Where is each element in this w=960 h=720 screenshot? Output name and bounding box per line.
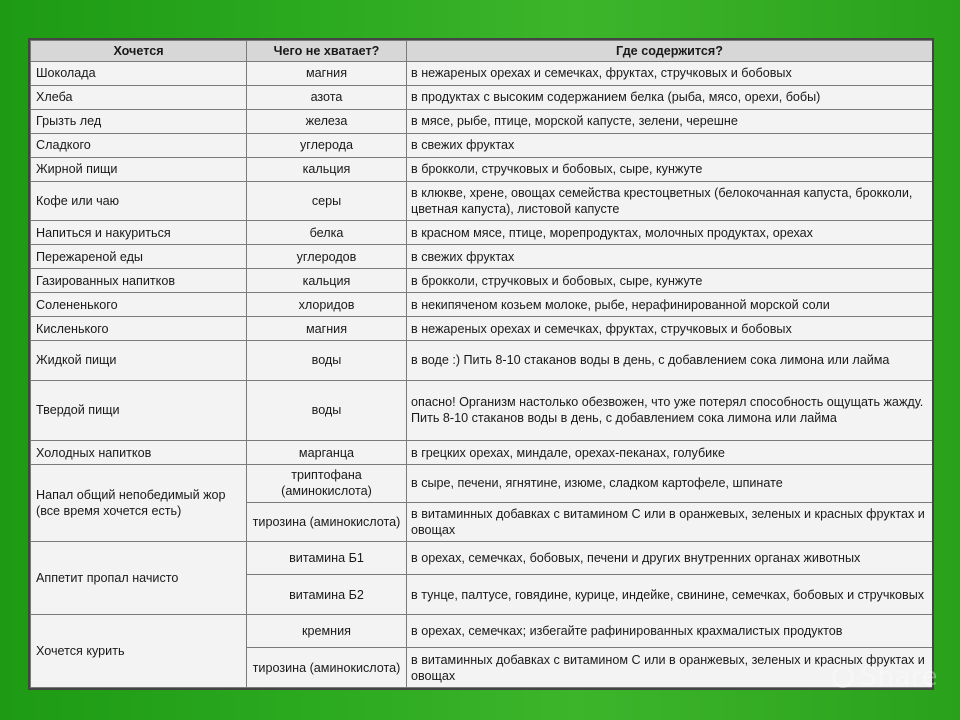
cell-lack: белка (247, 221, 407, 245)
cell-lack: кремния (247, 615, 407, 648)
nutrition-table (30, 40, 933, 688)
cell-lack: тирозина (аминокислота) (247, 648, 407, 688)
cell-want: Хлеба (31, 85, 247, 109)
cell-where: в свежих фруктах (407, 245, 933, 269)
cell-want: Кофе или чаю (31, 181, 247, 221)
cell-want: Сладкого (31, 133, 247, 157)
cell-want: Хочется курить (31, 615, 247, 688)
cell-lack: воды (247, 380, 407, 440)
cell-where: в орехах, семечках; избегайте рафинированных крахмалистых продуктов (407, 615, 933, 648)
cell-want: Напиться и накуриться (31, 221, 247, 245)
cell-where: в грецких орехах, миндале, орехах-пеканах, голубике (407, 441, 933, 465)
cell-lack: углеродов (247, 245, 407, 269)
table-row (31, 317, 933, 341)
cell-lack: тирозина (аминокислота) (247, 502, 407, 542)
cell-where: в нежареных орехах и семечках, фруктах, стручковых и бобовых (407, 62, 933, 86)
cell-lack: кальция (247, 157, 407, 181)
cell-lack: магния (247, 62, 407, 86)
cell-lack: хлоридов (247, 293, 407, 317)
cell-where: в красном мясе, птице, морепродуктах, молочных продуктах, орехах (407, 221, 933, 245)
cell-where: в продуктах с высоким содержанием белка (рыба, мясо, орехи, бобы) (407, 85, 933, 109)
cell-where: в витаминных добавках с витамином С или в оранжевых, зеленых и красных фруктах и овощах (407, 502, 933, 542)
cell-lack: кальция (247, 269, 407, 293)
cell-want: Холодных напитков (31, 441, 247, 465)
cell-lack: триптофана (аминокислота) (247, 465, 407, 502)
cell-where: в сыре, печени, ягнятине, изюме, сладком картофеле, шпинате (407, 465, 933, 502)
cell-lack: серы (247, 181, 407, 221)
watermark-text: Share (860, 662, 938, 692)
cell-want: Пережареной еды (31, 245, 247, 269)
cell-where: в брокколи, стручковых и бобовых, сыре, кунжуте (407, 157, 933, 181)
cell-want: Напал общий непобедимый жор (все время хочется есть) (31, 465, 247, 542)
cell-want: Грызть лед (31, 109, 247, 133)
cell-want: Газированных напитков (31, 269, 247, 293)
table-row (31, 245, 933, 269)
cell-where: в орехах, семечках, бобовых, печени и других внутренних органах животных (407, 542, 933, 575)
header-lack: Чего не хватает? (247, 41, 407, 62)
cell-where: в клюкве, хрене, овощах семейства крестоцветных (белокочанная капуста, брокколи, цветная капуста), листовой капусте (407, 181, 933, 221)
cell-want: Шоколада (31, 62, 247, 86)
cell-where: в свежих фруктах (407, 133, 933, 157)
table-row (31, 157, 933, 181)
table-row (31, 85, 933, 109)
table-row (31, 293, 933, 317)
header-where: Где содержится? (407, 41, 933, 62)
cell-where: в брокколи, стручковых и бобовых, сыре, кунжуте (407, 269, 933, 293)
cell-where: в мясе, рыбе, птице, морской капусте, зелени, черешне (407, 109, 933, 133)
table-row (31, 341, 933, 381)
watermark (832, 662, 938, 692)
cell-lack: витамина Б1 (247, 542, 407, 575)
cell-lack: марганца (247, 441, 407, 465)
table-row (31, 542, 933, 575)
table-row (31, 62, 933, 86)
cell-lack: железа (247, 109, 407, 133)
cell-lack: углерода (247, 133, 407, 157)
cell-want: Жирной пищи (31, 157, 247, 181)
cell-where: опасно! Организм настолько обезвожен, что уже потерял способность ощущать жажду. Пить 8-10 стаканов воды в день, с добавлением сока лимона или лайма (407, 380, 933, 440)
cell-lack: азота (247, 85, 407, 109)
cell-want: Солененького (31, 293, 247, 317)
cell-lack: воды (247, 341, 407, 381)
table-row (31, 133, 933, 157)
cell-where: в нежареных орехах и семечках, фруктах, стручковых и бобовых (407, 317, 933, 341)
table-panel (28, 38, 934, 690)
cell-want: Твердой пищи (31, 380, 247, 440)
share-circle-icon (832, 666, 854, 688)
table-row (31, 109, 933, 133)
header-want: Хочется (31, 41, 247, 62)
cell-want: Аппетит пропал начисто (31, 542, 247, 615)
table-row (31, 221, 933, 245)
table-row (31, 441, 933, 465)
header-row (31, 41, 933, 62)
cell-where: в воде :) Пить 8-10 стаканов воды в день, с добавлением сока лимона или лайма (407, 341, 933, 381)
table-row (31, 181, 933, 221)
cell-where: в тунце, палтусе, говядине, курице, индейке, свинине, семечках, бобовых и стручковых (407, 575, 933, 615)
table-row (31, 269, 933, 293)
cell-want: Жидкой пищи (31, 341, 247, 381)
table-row (31, 615, 933, 648)
table-row (31, 465, 933, 502)
cell-where: в некипяченом козьем молоке, рыбе, нерафинированной морской соли (407, 293, 933, 317)
cell-want: Кисленького (31, 317, 247, 341)
table-row (31, 380, 933, 440)
cell-lack: витамина Б2 (247, 575, 407, 615)
cell-lack: магния (247, 317, 407, 341)
cell-where: в витаминных добавках с витамином С или в оранжевых, зеленых и красных фруктах и овощах (407, 648, 933, 688)
